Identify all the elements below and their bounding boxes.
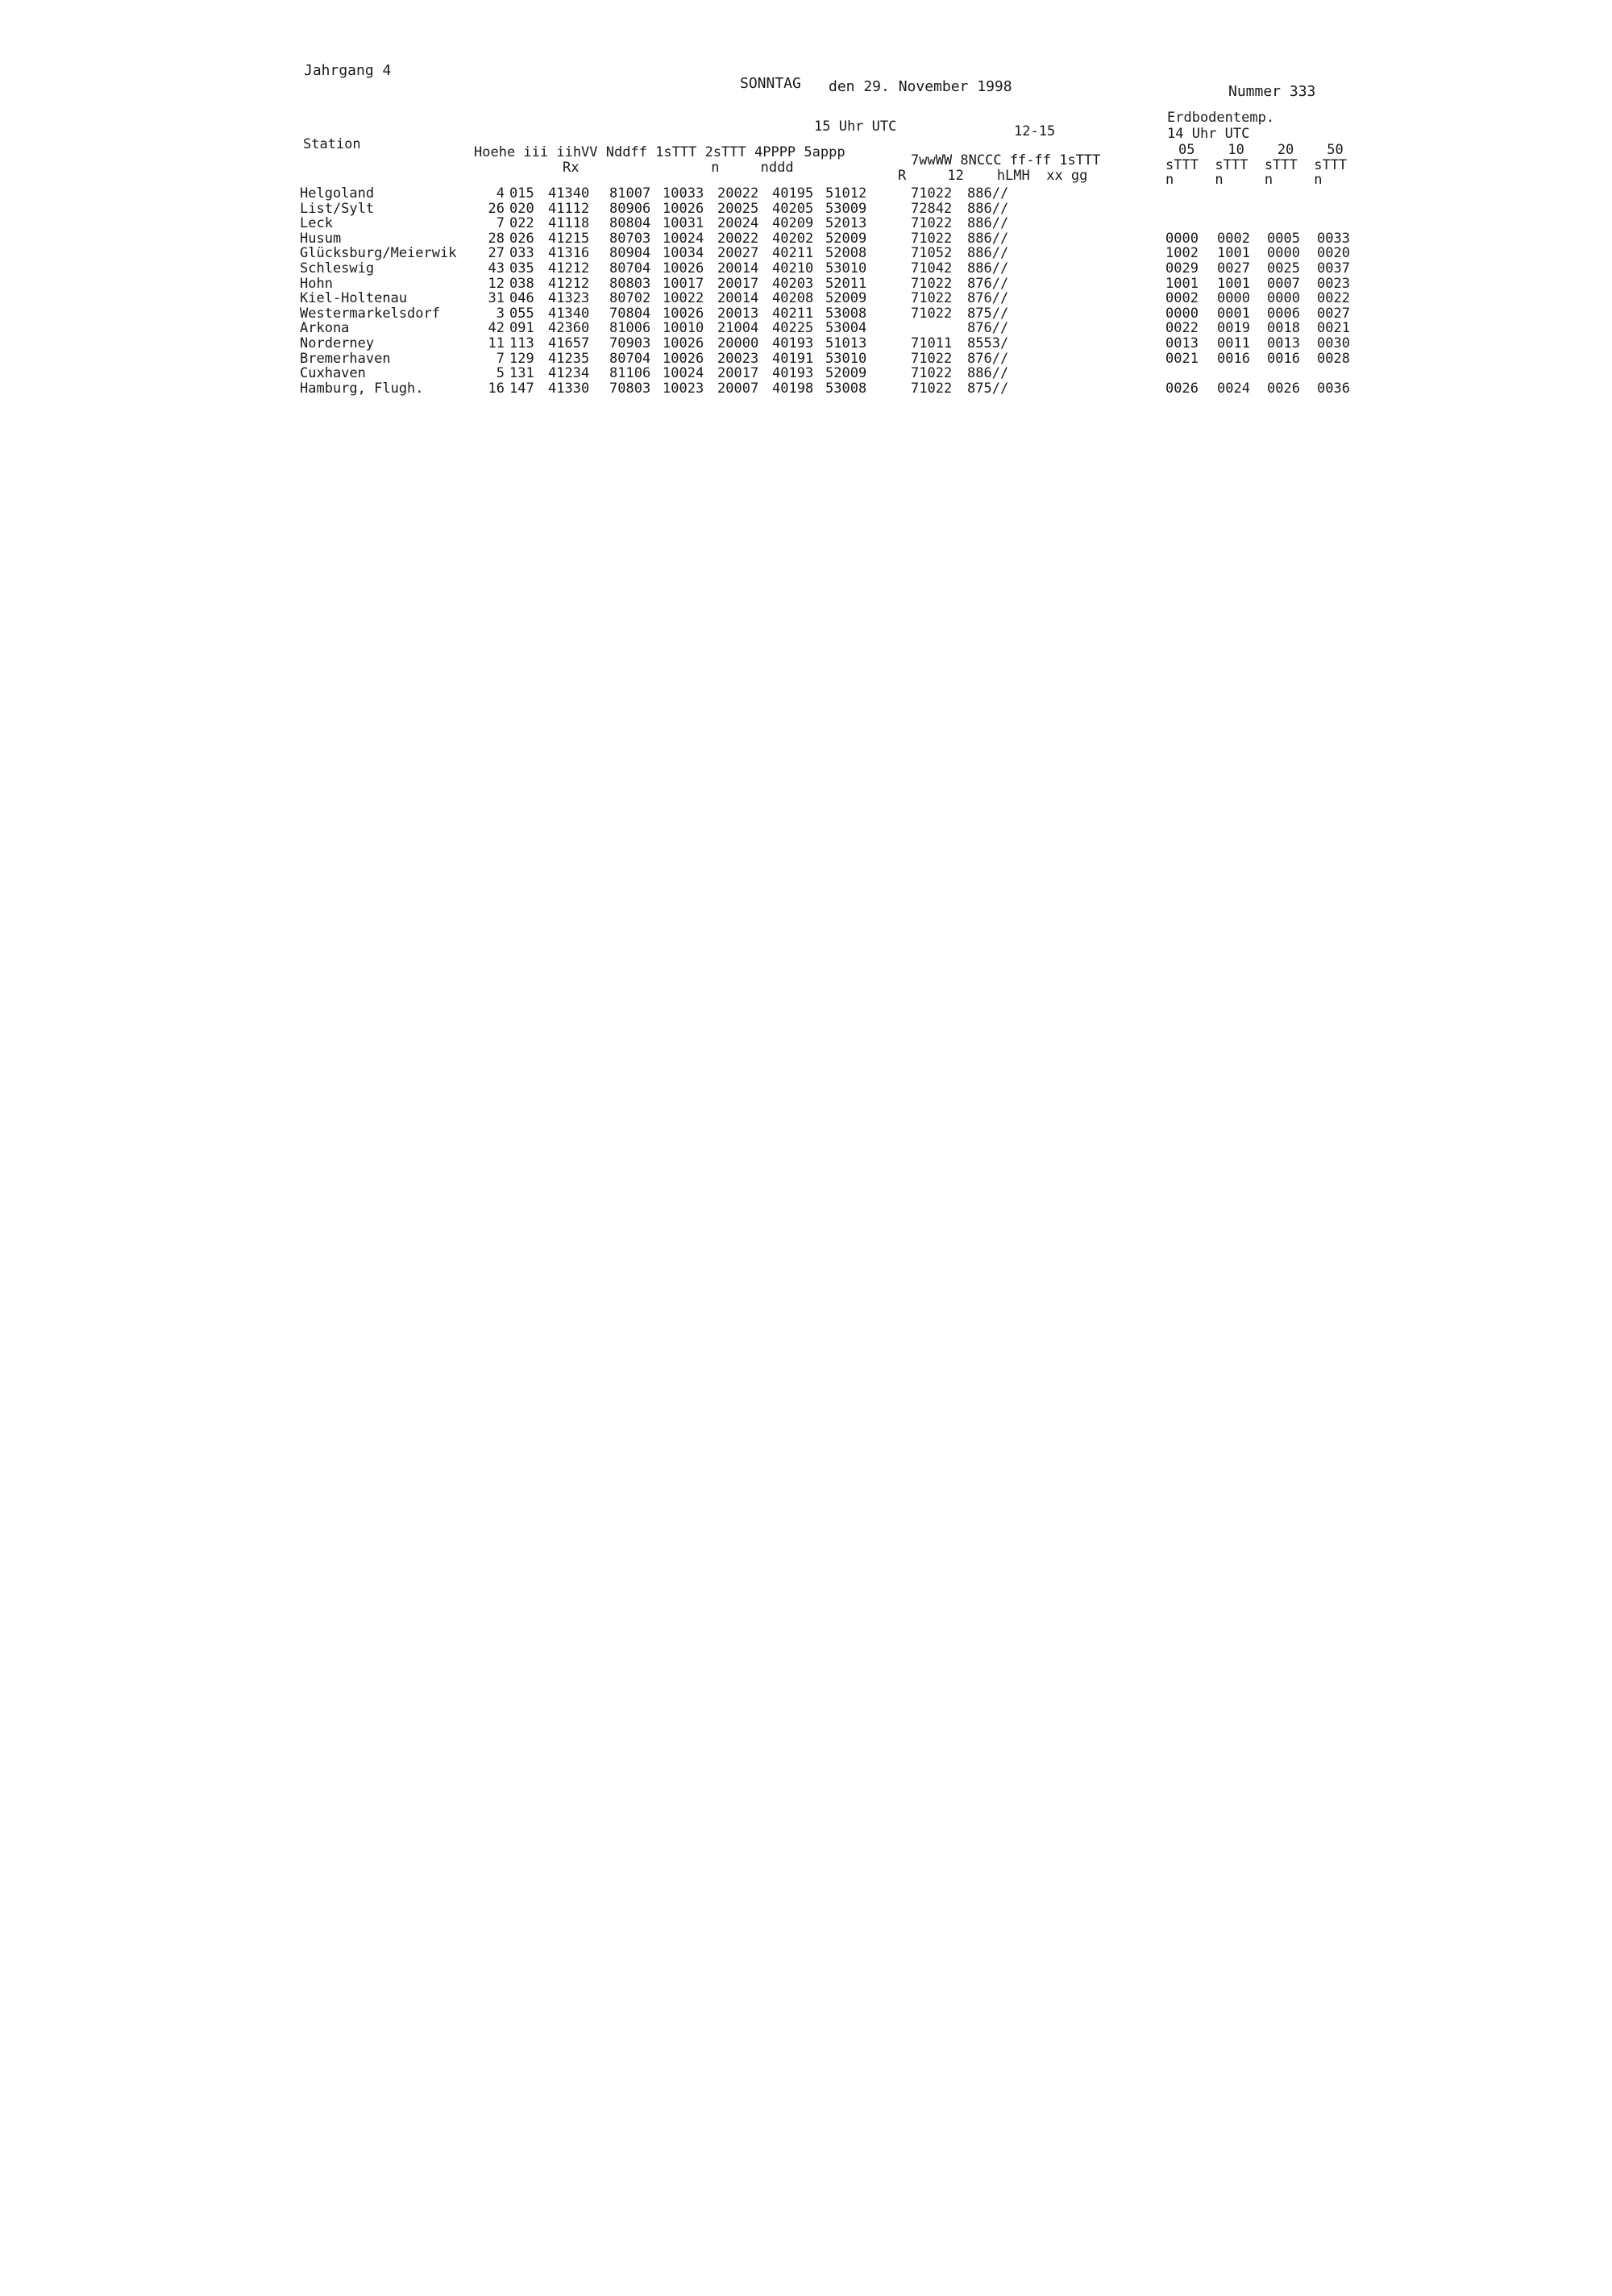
height-value: 16 bbox=[488, 380, 505, 397]
table-row bbox=[0, 381, 1612, 397]
cloud-code: 886// bbox=[967, 185, 1009, 202]
height-value: 28 bbox=[488, 230, 505, 247]
temp-code: 10033 bbox=[663, 185, 704, 202]
height-value: 7 bbox=[496, 215, 505, 232]
nddff-code: 80704 bbox=[609, 350, 651, 367]
soil-temp-value: 0016 bbox=[1217, 350, 1250, 367]
weather-code: 71022 bbox=[911, 365, 953, 382]
soil-temp-value: 0013 bbox=[1267, 335, 1300, 351]
soil-temp-value: 0016 bbox=[1267, 350, 1300, 367]
soil-temp-value: 0023 bbox=[1317, 275, 1350, 292]
weather-code: 72842 bbox=[911, 200, 953, 217]
soil-temp-value: 0019 bbox=[1217, 320, 1250, 337]
cloud-code: 876// bbox=[967, 275, 1009, 292]
soil-temp-value: 0030 bbox=[1317, 335, 1350, 351]
tendency-code: 53008 bbox=[825, 305, 867, 322]
table-row bbox=[0, 306, 1612, 322]
soil-temp-value: 0036 bbox=[1317, 380, 1350, 397]
station-name: Leck bbox=[300, 216, 333, 232]
tendency-code: 52011 bbox=[825, 275, 867, 292]
height-value: 5 bbox=[496, 365, 505, 382]
pressure-code: 40211 bbox=[772, 245, 814, 262]
soil-temp-value: 0022 bbox=[1317, 290, 1350, 307]
height-value: 12 bbox=[488, 275, 505, 292]
station-name: Glücksburg/Meierwik bbox=[300, 246, 457, 262]
soil-temp-value: 0022 bbox=[1165, 320, 1199, 337]
station-id: 026 bbox=[509, 230, 534, 247]
cloud-code: 875// bbox=[967, 380, 1009, 397]
temp-code: 10031 bbox=[663, 215, 704, 232]
soil-temp-value: 0000 bbox=[1165, 305, 1199, 322]
iihvv-code: 41215 bbox=[548, 230, 590, 247]
soil-temp-value: 0033 bbox=[1317, 230, 1350, 247]
soil-codes: sTTT sTTT sTTT sTTT bbox=[1165, 157, 1348, 173]
dew-code: 20014 bbox=[717, 290, 759, 307]
soil-temp-value: 0000 bbox=[1165, 230, 1199, 247]
cloud-code: 886// bbox=[967, 245, 1009, 262]
station-name: Westermarkelsdorf bbox=[300, 306, 440, 322]
nddff-code: 80704 bbox=[609, 260, 651, 277]
station-name: Cuxhaven bbox=[300, 366, 366, 382]
tendency-code: 51012 bbox=[825, 185, 867, 202]
tendency-code: 52008 bbox=[825, 245, 867, 262]
pressure-code: 40225 bbox=[772, 320, 814, 337]
iihvv-code: 41657 bbox=[548, 335, 590, 351]
soil-temp-value: 0002 bbox=[1165, 290, 1199, 307]
temp-code: 10017 bbox=[663, 275, 704, 292]
tendency-code: 53010 bbox=[825, 260, 867, 277]
soil-temp-value: 1001 bbox=[1217, 275, 1250, 292]
station-name: Kiel-Holtenau bbox=[300, 291, 408, 307]
weather-code: 71022 bbox=[911, 350, 953, 367]
pressure-code: 40211 bbox=[772, 305, 814, 322]
time-utc-label: 15 Uhr UTC bbox=[814, 119, 897, 135]
station-id: 020 bbox=[509, 200, 534, 217]
tendency-code: 53004 bbox=[825, 320, 867, 337]
dew-code: 20023 bbox=[717, 350, 759, 367]
cloud-code: 886// bbox=[967, 215, 1009, 232]
soil-temp-value: 0021 bbox=[1317, 320, 1350, 337]
dew-code: 20027 bbox=[717, 245, 759, 262]
station-name: Norderney bbox=[300, 336, 375, 351]
dew-code: 21004 bbox=[717, 320, 759, 337]
pressure-code: 40205 bbox=[772, 200, 814, 217]
weather-code: 71022 bbox=[911, 185, 953, 202]
station-name: Hamburg, Flugh. bbox=[300, 381, 424, 397]
dew-code: 20025 bbox=[717, 200, 759, 217]
weather-code: 71022 bbox=[911, 215, 953, 232]
dew-code: 20017 bbox=[717, 275, 759, 292]
table-row bbox=[0, 216, 1612, 231]
iihvv-code: 41112 bbox=[548, 200, 590, 217]
pressure-code: 40208 bbox=[772, 290, 814, 307]
temp-code: 10026 bbox=[663, 335, 704, 351]
table-row bbox=[0, 291, 1612, 306]
station-id: 033 bbox=[509, 245, 534, 262]
temp-code: 10023 bbox=[663, 380, 704, 397]
dew-code: 20007 bbox=[717, 380, 759, 397]
weather-code: 71022 bbox=[911, 380, 953, 397]
synop-column-subheader: R 12 hLMH xx gg bbox=[898, 168, 1088, 184]
soil-temp-value: 1001 bbox=[1165, 275, 1199, 292]
soil-time: 14 Uhr UTC bbox=[1167, 126, 1250, 142]
station-id: 113 bbox=[509, 335, 534, 351]
soil-temp-value: 1001 bbox=[1217, 245, 1250, 262]
cloud-code: 886// bbox=[967, 365, 1009, 382]
temp-code: 10022 bbox=[663, 290, 704, 307]
station-name: Schleswig bbox=[300, 261, 375, 277]
date-label: den 29. November 1998 bbox=[829, 78, 1012, 95]
station-name: Bremerhaven bbox=[300, 351, 391, 367]
height-value: 11 bbox=[488, 335, 505, 351]
weather-code: 71022 bbox=[911, 275, 953, 292]
iihvv-code: 41212 bbox=[548, 260, 590, 277]
weather-code: 71042 bbox=[911, 260, 953, 277]
pressure-code: 40195 bbox=[772, 185, 814, 202]
soil-temp-value: 0000 bbox=[1267, 245, 1300, 262]
station-name: Helgoland bbox=[300, 186, 375, 202]
cloud-code: 876// bbox=[967, 350, 1009, 367]
iihvv-code: 41316 bbox=[548, 245, 590, 262]
station-id: 035 bbox=[509, 260, 534, 277]
nddff-code: 81106 bbox=[609, 365, 651, 382]
tendency-code: 52013 bbox=[825, 215, 867, 232]
soil-temp-value: 0001 bbox=[1217, 305, 1250, 322]
weather-code: 71022 bbox=[911, 290, 953, 307]
soil-temp-value: 0018 bbox=[1267, 320, 1300, 337]
day-label: SONNTAG bbox=[740, 75, 801, 92]
station-name: List/Sylt bbox=[300, 201, 375, 217]
station-id: 055 bbox=[509, 305, 534, 322]
table-row bbox=[0, 336, 1612, 351]
height-value: 42 bbox=[488, 320, 505, 337]
soil-depths: 05 10 20 50 bbox=[1178, 142, 1344, 158]
nddff-code: 80803 bbox=[609, 275, 651, 292]
pressure-code: 40198 bbox=[772, 380, 814, 397]
synop-column-header: 7wwWW 8NCCC ff-ff 1sTTT bbox=[911, 152, 1101, 168]
nddff-code: 70903 bbox=[609, 335, 651, 351]
iihvv-code: 41118 bbox=[548, 215, 590, 232]
station-id: 129 bbox=[509, 350, 534, 367]
table-row bbox=[0, 186, 1612, 202]
table-row bbox=[0, 321, 1612, 336]
station-id: 091 bbox=[509, 320, 534, 337]
weather-code: 71022 bbox=[911, 305, 953, 322]
iihvv-code: 41340 bbox=[548, 185, 590, 202]
dew-code: 20013 bbox=[717, 305, 759, 322]
dew-code: 20000 bbox=[717, 335, 759, 351]
temp-code: 10026 bbox=[663, 260, 704, 277]
temp-code: 10034 bbox=[663, 245, 704, 262]
tendency-code: 53008 bbox=[825, 380, 867, 397]
soil-temp-value: 0028 bbox=[1317, 350, 1350, 367]
station-id: 131 bbox=[509, 365, 534, 382]
soil-title: Erdbodentemp. bbox=[1167, 110, 1275, 126]
soil-temp-value: 1002 bbox=[1165, 245, 1199, 262]
tendency-code: 52009 bbox=[825, 230, 867, 247]
pressure-code: 40209 bbox=[772, 215, 814, 232]
soil-temp-value: 0024 bbox=[1217, 380, 1250, 397]
weather-code: 71052 bbox=[911, 245, 953, 262]
soil-temp-value: 0000 bbox=[1217, 290, 1250, 307]
height-value: 7 bbox=[496, 350, 505, 367]
table-row bbox=[0, 261, 1612, 277]
dew-code: 20017 bbox=[717, 365, 759, 382]
pressure-code: 40191 bbox=[772, 350, 814, 367]
dew-code: 20014 bbox=[717, 260, 759, 277]
soil-temp-value: 0005 bbox=[1267, 230, 1300, 247]
soil-temp-value: 0029 bbox=[1165, 260, 1199, 277]
iihvv-code: 42360 bbox=[548, 320, 590, 337]
iihvv-code: 41340 bbox=[548, 305, 590, 322]
nddff-code: 81006 bbox=[609, 320, 651, 337]
cloud-code: 876// bbox=[967, 290, 1009, 307]
height-value: 4 bbox=[496, 185, 505, 202]
nddff-code: 81007 bbox=[609, 185, 651, 202]
dew-code: 20024 bbox=[717, 215, 759, 232]
nddff-code: 80906 bbox=[609, 200, 651, 217]
soil-temp-value: 0027 bbox=[1317, 305, 1350, 322]
cloud-code: 8553/ bbox=[967, 335, 1009, 351]
tendency-code: 51013 bbox=[825, 335, 867, 351]
soil-temp-value: 0007 bbox=[1267, 275, 1300, 292]
temp-code: 10026 bbox=[663, 305, 704, 322]
station-id: 046 bbox=[509, 290, 534, 307]
soil-temp-value: 0013 bbox=[1165, 335, 1199, 351]
pressure-code: 40193 bbox=[772, 335, 814, 351]
temp-code: 10026 bbox=[663, 350, 704, 367]
volume-label: Jahrgang 4 bbox=[304, 62, 392, 79]
height-value: 27 bbox=[488, 245, 505, 262]
soil-temp-value: 0002 bbox=[1217, 230, 1250, 247]
pressure-code: 40202 bbox=[772, 230, 814, 247]
cloud-code: 886// bbox=[967, 200, 1009, 217]
iihvv-code: 41212 bbox=[548, 275, 590, 292]
nddff-code: 70803 bbox=[609, 380, 651, 397]
station-name: Husum bbox=[300, 231, 342, 247]
soil-temp-value: 0026 bbox=[1165, 380, 1199, 397]
nddff-code: 80702 bbox=[609, 290, 651, 307]
table-row bbox=[0, 366, 1612, 381]
table-row bbox=[0, 351, 1612, 367]
soil-temp-value: 0025 bbox=[1267, 260, 1300, 277]
iihvv-code: 41330 bbox=[548, 380, 590, 397]
cloud-code: 876// bbox=[967, 320, 1009, 337]
station-name: Arkona bbox=[300, 321, 350, 337]
height-value: 26 bbox=[488, 200, 505, 217]
table-row bbox=[0, 202, 1612, 217]
main-column-header: Hoehe iii iihVV Nddff 1sTTT 2sTTT 4PPPP 5appp bbox=[474, 144, 845, 160]
cloud-code: 886// bbox=[967, 260, 1009, 277]
pressure-code: 40203 bbox=[772, 275, 814, 292]
nddff-code: 80703 bbox=[609, 230, 651, 247]
temp-code: 10026 bbox=[663, 200, 704, 217]
range-label: 12-15 bbox=[1014, 123, 1056, 139]
soil-temp-value: 0000 bbox=[1267, 290, 1300, 307]
tendency-code: 52009 bbox=[825, 365, 867, 382]
soil-temp-value: 0006 bbox=[1267, 305, 1300, 322]
station-column-header: Station bbox=[303, 136, 361, 152]
temp-code: 10024 bbox=[663, 230, 704, 247]
station-name: Hohn bbox=[300, 276, 333, 292]
temp-code: 10010 bbox=[663, 320, 704, 337]
soil-temp-value: 0021 bbox=[1165, 350, 1199, 367]
table-row bbox=[0, 277, 1612, 292]
station-id: 015 bbox=[509, 185, 534, 202]
iihvv-code: 41234 bbox=[548, 365, 590, 382]
weather-code: 71011 bbox=[911, 335, 953, 351]
nddff-code: 80904 bbox=[609, 245, 651, 262]
height-value: 31 bbox=[488, 290, 505, 307]
pressure-code: 40210 bbox=[772, 260, 814, 277]
station-id: 038 bbox=[509, 275, 534, 292]
temp-code: 10024 bbox=[663, 365, 704, 382]
table-row bbox=[0, 231, 1612, 247]
nddff-code: 70804 bbox=[609, 305, 651, 322]
height-value: 43 bbox=[488, 260, 505, 277]
tendency-code: 53010 bbox=[825, 350, 867, 367]
pressure-code: 40193 bbox=[772, 365, 814, 382]
table-row bbox=[0, 246, 1612, 261]
iihvv-code: 41323 bbox=[548, 290, 590, 307]
iihvv-code: 41235 bbox=[548, 350, 590, 367]
soil-temp-value: 0037 bbox=[1317, 260, 1350, 277]
soil-temp-value: 0027 bbox=[1217, 260, 1250, 277]
nddff-code: 80804 bbox=[609, 215, 651, 232]
tendency-code: 53009 bbox=[825, 200, 867, 217]
height-value: 3 bbox=[496, 305, 505, 322]
weather-code: 71022 bbox=[911, 230, 953, 247]
cloud-code: 875// bbox=[967, 305, 1009, 322]
cloud-code: 886// bbox=[967, 230, 1009, 247]
main-column-subheader: Rx n nddd bbox=[563, 160, 794, 176]
soil-n: n n n n bbox=[1165, 172, 1323, 188]
soil-temp-value: 0020 bbox=[1317, 245, 1350, 262]
tendency-code: 52009 bbox=[825, 290, 867, 307]
dew-code: 20022 bbox=[717, 185, 759, 202]
dew-code: 20022 bbox=[717, 230, 759, 247]
soil-temp-value: 0026 bbox=[1267, 380, 1300, 397]
station-id: 147 bbox=[509, 380, 534, 397]
issue-number: Nummer 333 bbox=[1228, 83, 1316, 100]
soil-temp-value: 0011 bbox=[1217, 335, 1250, 351]
station-id: 022 bbox=[509, 215, 534, 232]
